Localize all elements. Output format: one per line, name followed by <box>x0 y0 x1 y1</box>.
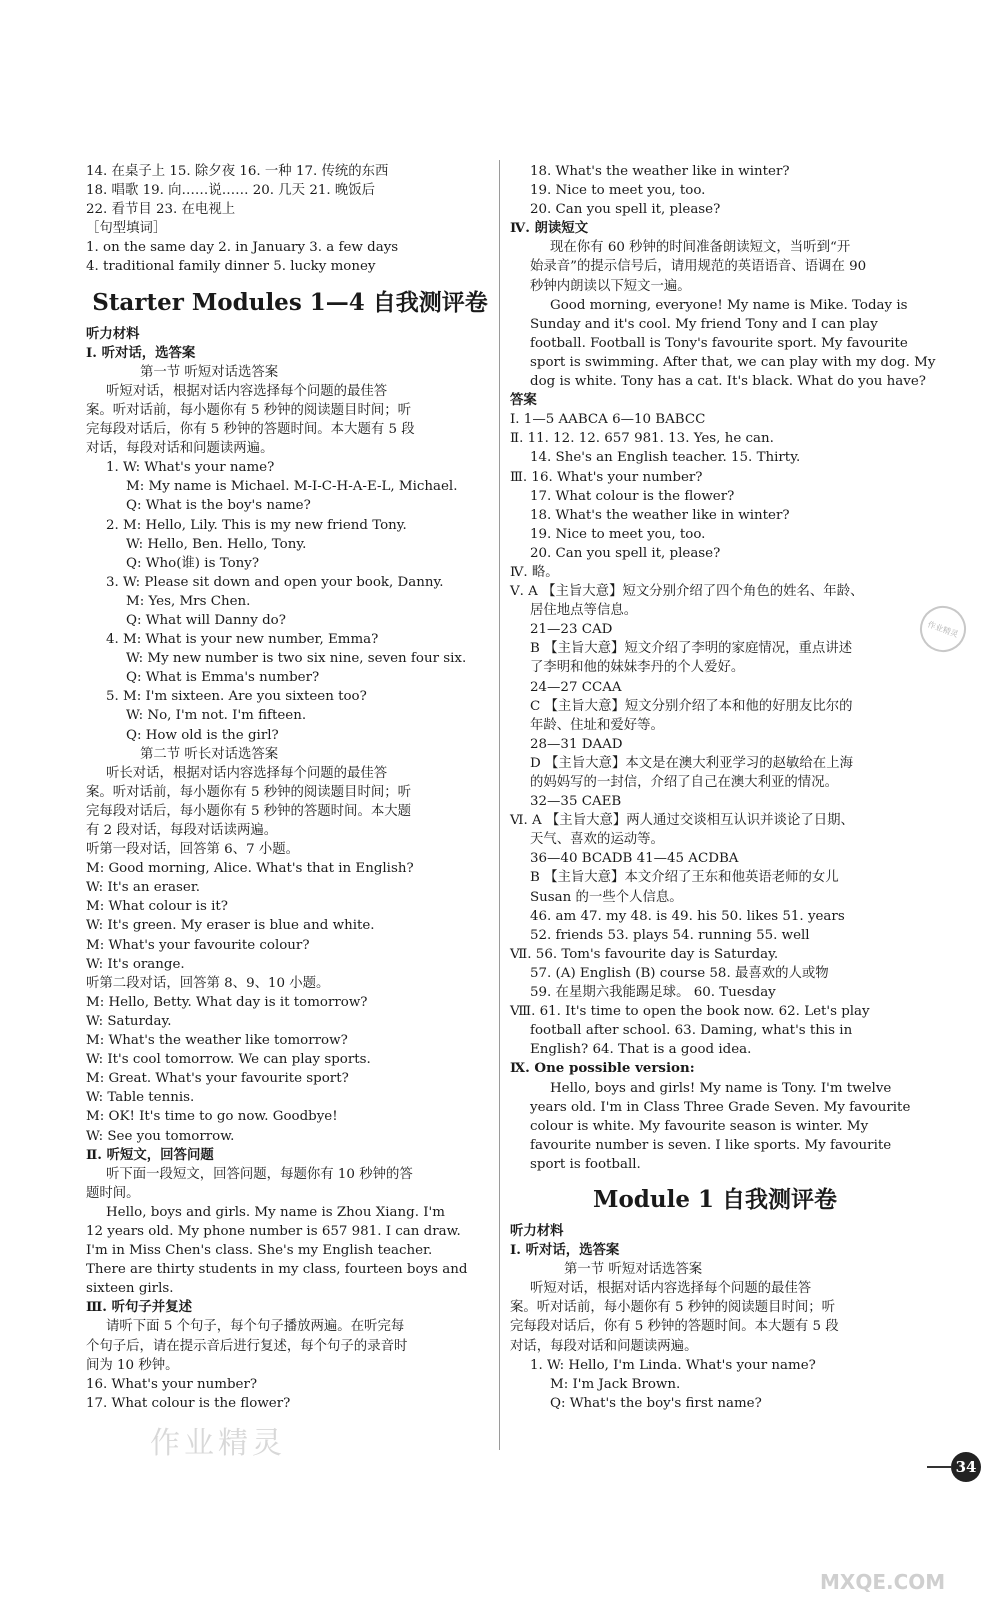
watermark-site: MXQE.COM <box>820 1570 946 1594</box>
text-line: 听第二段对话，回答第 8、9、10 小题。 <box>86 975 330 991</box>
text-line: M: What's your favourite colour? <box>86 937 310 953</box>
text-line: Ⅰ. 1—5 AABCA 6—10 BABCC <box>510 412 706 428</box>
text-line: 间为 10 秒钟。 <box>86 1357 179 1373</box>
text-line: 12 years old. My phone number is 657 981. I can draw. <box>86 1223 461 1239</box>
text-line: M: Hello, Betty. What day is it tomorrow? <box>86 994 368 1010</box>
text-line: Ⅱ. 听短文，回答问题 <box>86 1146 214 1163</box>
text-line: M: Great. What's your favourite sport? <box>86 1071 349 1087</box>
right-column <box>510 162 936 1413</box>
text-line: 第一节 听短对话选答案 <box>140 364 279 380</box>
text-line: 天气、喜欢的运动等。 <box>530 832 664 848</box>
text-line: sport is football. <box>530 1156 641 1172</box>
text-line: 2. M: Hello, Lily. This is my new friend Tony. <box>106 517 407 533</box>
text-line: Ⅶ. 56. Tom's favourite day is Saturday. <box>510 946 779 962</box>
text-line: 52. friends 53. plays 54. running 55. well <box>530 927 810 943</box>
text-line: M: OK! It's time to go now. Goodbye! <box>86 1109 338 1125</box>
text-line: dog is white. Tony has a cat. It's black. What do you have? <box>530 374 926 390</box>
page-number-badge <box>927 1452 981 1482</box>
text-line: 完每段对话后，你有 5 秒钟的答题时间。本大题有 5 段 <box>510 1319 839 1335</box>
text-line: ［句型填词］ <box>86 221 167 237</box>
section-title: Starter Modules 1—4 自我测评卷 <box>92 288 488 316</box>
text-line: Ⅲ. 16. What's your number? <box>510 469 703 485</box>
text-line: 完每段对话后，你有 5 秒钟的答题时间。本大题有 5 段 <box>86 422 415 438</box>
text-line: 案。听对话前，每小题你有 5 秒钟的阅读题目时间；听 <box>86 402 412 418</box>
text-line: 答案 <box>510 392 537 409</box>
text-line: 听短对话，根据对话内容选择每个问题的最佳答 <box>530 1281 812 1297</box>
text-line: B 【主旨大意】短文介绍了李明的家庭情况，重点讲述 <box>530 641 853 657</box>
text-line: 28—31 DAAD <box>530 736 623 752</box>
text-line: 14. 在桌子上 15. 除夕夜 16. 一种 17. 传统的东西 <box>86 164 389 179</box>
text-line: W: It's green. My eraser is blue and white. <box>86 918 375 934</box>
page-number: 34 <box>951 1452 981 1482</box>
text-line: 对话，每段对话和问题读两遍。 <box>510 1338 698 1354</box>
text-line: Ⅸ. One possible version: <box>510 1060 695 1077</box>
text-line: Q: How old is the girl? <box>126 727 279 743</box>
text-line: Q: What's the boy's first name? <box>550 1395 762 1411</box>
text-line: M: I'm Jack Brown. <box>550 1376 681 1392</box>
page-number-dash <box>927 1466 951 1468</box>
text-line: 有 2 段对话，每段对话读两遍。 <box>86 823 278 838</box>
text-line: sport is swimming. After that, we can play with my dog. My <box>530 354 936 370</box>
text-line: Q: What will Danny do? <box>126 612 286 628</box>
text-line: 17. What colour is the flower? <box>530 488 735 504</box>
text-line: 听下面一段短文，回答问题，每题你有 10 秒钟的答 <box>106 1166 413 1182</box>
text-line: Ⅳ. 略。 <box>510 564 559 580</box>
text-line: Sunday and it's cool. My friend Tony and I can play <box>530 316 878 332</box>
text-line: M: What's the weather like tomorrow? <box>86 1033 348 1049</box>
text-line: D 【主旨大意】本文是在澳大利亚学习的赵敏给在上海 <box>530 755 853 771</box>
text-line: football. Football is Tony's favourite sport. My favourite <box>530 335 908 351</box>
text-line: 4. traditional family dinner 5. lucky money <box>86 259 376 275</box>
text-line: 20. Can you spell it, please? <box>530 202 721 218</box>
text-line: 46. am 47. my 48. is 49. his 50. likes 51. years <box>530 908 845 924</box>
text-line: Ⅰ. 听对话，选答案 <box>510 1242 620 1259</box>
text-line: 57. (A) English (B) course 58. 最喜欢的人或物 <box>530 965 829 981</box>
text-line: W: No, I'm not. I'm fifteen. <box>126 708 307 724</box>
text-line: 听短对话，根据对话内容选择每个问题的最佳答 <box>106 383 388 399</box>
text-line: 的妈妈写的一封信，介绍了自己在澳大利亚的情况。 <box>530 775 838 790</box>
text-line: W: Saturday. <box>86 1013 172 1029</box>
watermark-text: 作业精灵 <box>150 1426 286 1461</box>
text-line: W: See you tomorrow. <box>86 1128 235 1144</box>
text-line: W: My new number is two six nine, seven four six. <box>126 651 467 667</box>
text-line: colour is white. My favourite season is winter. My <box>530 1118 869 1134</box>
text-line: B 【主旨大意】本文介绍了王东和他英语老师的女儿 <box>530 870 839 886</box>
text-line: Ⅳ. 朗读短文 <box>510 220 589 237</box>
text-line: 听力材料 <box>510 1222 564 1239</box>
text-line: 年龄、住址和爱好等。 <box>530 717 664 733</box>
text-line: 始录音”的提示信号后，请用规范的英语语音、语调在 90 <box>530 259 867 275</box>
text-line: 请听下面 5 个句子，每个句子播放两遍。在听完每 <box>106 1319 405 1335</box>
text-line: 1. W: Hello, I'm Linda. What's your name? <box>530 1357 816 1373</box>
text-line: Ⅱ. 11. 12. 12. 657 981. 13. Yes, he can. <box>510 431 774 447</box>
text-line: 第二节 听长对话选答案 <box>140 746 279 762</box>
text-line: years old. I'm in Class Three Grade Seven. My favourite <box>530 1099 911 1115</box>
text-line: 听长对话，根据对话内容选择每个问题的最佳答 <box>106 765 388 781</box>
text-line: W: It's orange. <box>86 956 185 972</box>
text-line: 第一节 听短对话选答案 <box>564 1262 703 1278</box>
text-line: M: What colour is it? <box>86 899 228 915</box>
text-line: Hello, boys and girls! My name is Tony. I'm twelve <box>550 1080 892 1096</box>
text-line: sixteen girls. <box>86 1281 174 1297</box>
text-line: 案。听对话前，每小题你有 5 秒钟的阅读题目时间；听 <box>86 784 412 800</box>
text-line: I'm in Miss Chen's class. She's my English teacher. <box>86 1243 433 1259</box>
text-line: Good morning, everyone! My name is Mike. Today is <box>550 297 908 313</box>
text-line: There are thirty students in my class, fourteen boys and <box>86 1262 468 1278</box>
text-line: 59. 在星期六我能踢足球。 60. Tuesday <box>530 985 776 1001</box>
text-line: Q: What is the boy's name? <box>126 498 311 514</box>
text-line: Ⅷ. 61. It's time to open the book now. 62. Let's play <box>510 1004 870 1020</box>
text-line: 了李明和他的妹妹李丹的个人爱好。 <box>530 660 745 676</box>
text-line: M: Yes, Mrs Chen. <box>126 593 251 609</box>
text-line: 现在你有 60 秒钟的时间准备朗读短文，当听到“开 <box>550 240 851 256</box>
text-line: Hello, boys and girls. My name is Zhou Xiang. I'm <box>106 1204 445 1220</box>
text-line: 案。听对话前，每小题你有 5 秒钟的阅读题目时间；听 <box>510 1300 836 1316</box>
text-line: W: Hello, Ben. Hello, Tony. <box>126 536 307 552</box>
text-line: Q: Who(谁) is Tony? <box>126 555 260 571</box>
text-line: C 【主旨大意】短文分别介绍了本和他的好朋友比尔的 <box>530 698 853 714</box>
text-line: 17. What colour is the flower? <box>86 1395 291 1411</box>
text-line: 个句子后，请在提示音后进行复述，每个句子的录音时 <box>86 1338 408 1354</box>
text-line: Ⅵ. A 【主旨大意】两人通过交谈相互认识并谈论了日期、 <box>510 813 854 829</box>
stamp-text: 作业精灵 <box>926 619 960 639</box>
text-line: Ⅰ. 听对话，选答案 <box>86 344 196 361</box>
text-line: 19. Nice to meet you, too. <box>530 183 706 199</box>
text-line: 3. W: Please sit down and open your book, Danny. <box>106 574 444 590</box>
text-line: 1. W: What's your name? <box>106 460 275 476</box>
text-line: football after school. 63. Daming, what's this in <box>530 1023 853 1039</box>
text-line: 1. on the same day 2. in January 3. a few days <box>86 240 399 256</box>
text-line: 听力材料 <box>86 325 140 342</box>
text-line: 对话，每段对话和问题读两遍。 <box>86 441 274 457</box>
text-line: M: My name is Michael. M-I-C-H-A-E-L, Michael. <box>126 479 458 495</box>
text-line: M: Good morning, Alice. What's that in English? <box>86 861 414 877</box>
text-line: 听第一段对话，回答第 6、7 小题。 <box>86 842 300 858</box>
text-line: 4. M: What is your new number, Emma? <box>106 632 379 648</box>
text-line: 题时间。 <box>86 1185 140 1201</box>
text-line: 18. What's the weather like in winter? <box>530 507 790 523</box>
text-line: favourite number is seven. I like sports. My favourite <box>530 1137 892 1153</box>
text-line: Ⅲ. 听句子并复述 <box>86 1299 192 1316</box>
text-line: 32—35 CAEB <box>530 794 622 810</box>
text-line: Q: What is Emma's number? <box>126 670 320 686</box>
text-line: Susan 的一些个人信息。 <box>530 889 683 905</box>
text-line: 24—27 CCAA <box>530 679 622 695</box>
text-line: 19. Nice to meet you, too. <box>530 526 706 542</box>
text-line: 18. 唱歌 19. 向……说…… 20. 几天 21. 晚饭后 <box>86 183 376 199</box>
text-line: W: It's cool tomorrow. We can play sports. <box>86 1052 371 1068</box>
text-line: 22. 看节目 23. 在电视上 <box>86 202 236 218</box>
section-title: Module 1 自我测评卷 <box>593 1185 837 1213</box>
text-line: 完每段对话后，每小题你有 5 秒钟的答题时间。本大题 <box>86 803 412 819</box>
text-line: W: It's an eraser. <box>86 880 201 896</box>
left-column <box>86 162 494 1413</box>
text-line: W: Table tennis. <box>86 1090 195 1106</box>
column-divider <box>499 160 500 1450</box>
text-line: 36—40 BCADB 41—45 ACDBA <box>530 851 739 867</box>
text-line: 18. What's the weather like in winter? <box>530 164 790 179</box>
watermark-stamp <box>914 600 973 659</box>
text-line: Ⅴ. A 【主旨大意】短文分别介绍了四个角色的姓名、年龄、 <box>510 584 864 600</box>
text-line: 20. Can you spell it, please? <box>530 545 721 561</box>
text-line: 16. What's your number? <box>86 1376 258 1392</box>
text-line: English? 64. That is a good idea. <box>530 1042 752 1058</box>
text-line: 秒钟内朗读以下短文一遍。 <box>530 278 691 294</box>
text-line: 居住地点等信息。 <box>530 603 638 619</box>
text-line: 21—23 CAD <box>530 622 613 638</box>
text-line: 5. M: I'm sixteen. Are you sixteen too? <box>106 689 367 705</box>
text-line: 14. She's an English teacher. 15. Thirty. <box>530 450 801 466</box>
